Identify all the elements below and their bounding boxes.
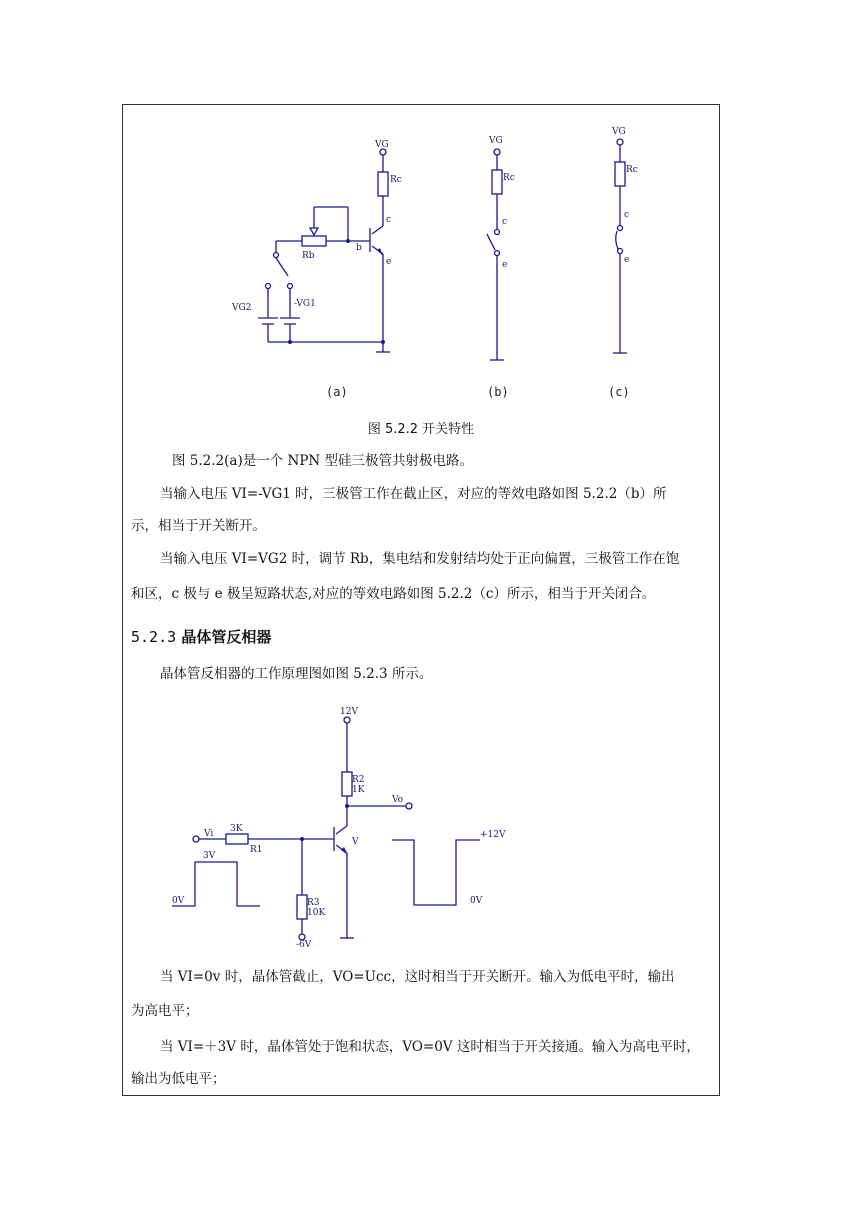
label-rb-a: Rb [302,251,315,261]
circuit-c [611,127,638,353]
label-vo: Vo [392,795,404,805]
paragraph-4-line-2: 为高电平； [131,1003,199,1019]
section-heading [131,626,271,647]
paragraph-4-line-1: 当 VI=0v 时，晶体管截止，VO=Ucc，这时相当于开关断开。输入为低电平时，输出 [160,969,675,985]
label-r3: R3 [307,898,320,908]
label-b-a: b [356,243,362,253]
paragraph-2-line-2: 示，相当于开关断开。 [131,518,266,534]
label-r2: R2 [352,775,365,785]
label-transistor-v: V [352,837,359,847]
figure-caption: 图 5.2.2 开关特性 [367,422,475,437]
label-c-a: c [386,215,392,225]
label-c-c: c [624,210,630,220]
intro-paragraph: 晶体管反相器的工作原理图如图 5.2.3 所示。 [160,666,433,682]
section-title: 晶体管反相器 [181,628,272,646]
circuit-a [231,140,402,352]
paragraph-2-line-1: 当输入电压 VI=-VG1 时，三极管工作在截止区，对应的等效电路如图 5.2.2（b）所 [160,486,667,502]
circuit-b [487,136,515,360]
label-vg2-a: VG2 [232,303,252,313]
paragraph-5-line-2: 输出为低电平； [131,1071,226,1087]
label-vg1-a: -VG1 [294,299,316,309]
subcaption-a: (a) [326,385,348,399]
figure-5-2-2 [0,0,860,420]
label-12v: 12V [340,707,358,717]
paragraph-3-line-2: 和区，c 极与 e 极呈短路状态,对应的等效电路如图 5.2.2（c）所示，相当于开关闭合。 [131,586,656,602]
figure-5-2-3 [0,700,860,960]
label-0v-out: 0V [470,896,483,906]
label-0v-in: 0V [172,896,185,906]
label-vg-a: VG [375,140,389,150]
subcaption-c: (c) [608,385,630,399]
section-number: 5.2.3 [131,628,177,646]
label-r1-value: 3K [230,824,243,834]
label-r3-value: 10K [307,908,326,918]
label-c-b: c [502,217,508,227]
label-e-a: e [386,257,392,267]
label-rc-a: Rc [390,175,402,185]
label-r2-value: 1K [352,785,365,795]
label-e-c: e [624,255,630,265]
label-vg-b: VG [489,136,503,146]
label-vi: Vi [204,829,214,839]
label-rc-b: Rc [503,173,515,183]
subcaption-b: (b) [487,385,509,399]
label-plus-12v: +12V [480,830,506,840]
label-e-b: e [502,260,508,270]
paragraph-3-line-1: 当输入电压 VI=VG2 时，调节 Rb，集电结和发射结均处于正向偏置，三极管工作在饱 [160,551,680,567]
label-vg-c: VG [612,127,626,137]
label-rc-c: Rc [626,165,638,175]
paragraph-5-line-1: 当 VI=＋3V 时，晶体管处于饱和状态，VO=0V 这时相当于开关接通。输入为高电平时， [160,1039,700,1055]
label-neg-6v: -6V [296,940,312,950]
paragraph-1: 图 5.2.2(a)是一个 NPN 型硅三极管共射极电路。 [172,453,474,469]
label-r1: R1 [250,845,263,855]
label-3v: 3V [203,851,216,861]
